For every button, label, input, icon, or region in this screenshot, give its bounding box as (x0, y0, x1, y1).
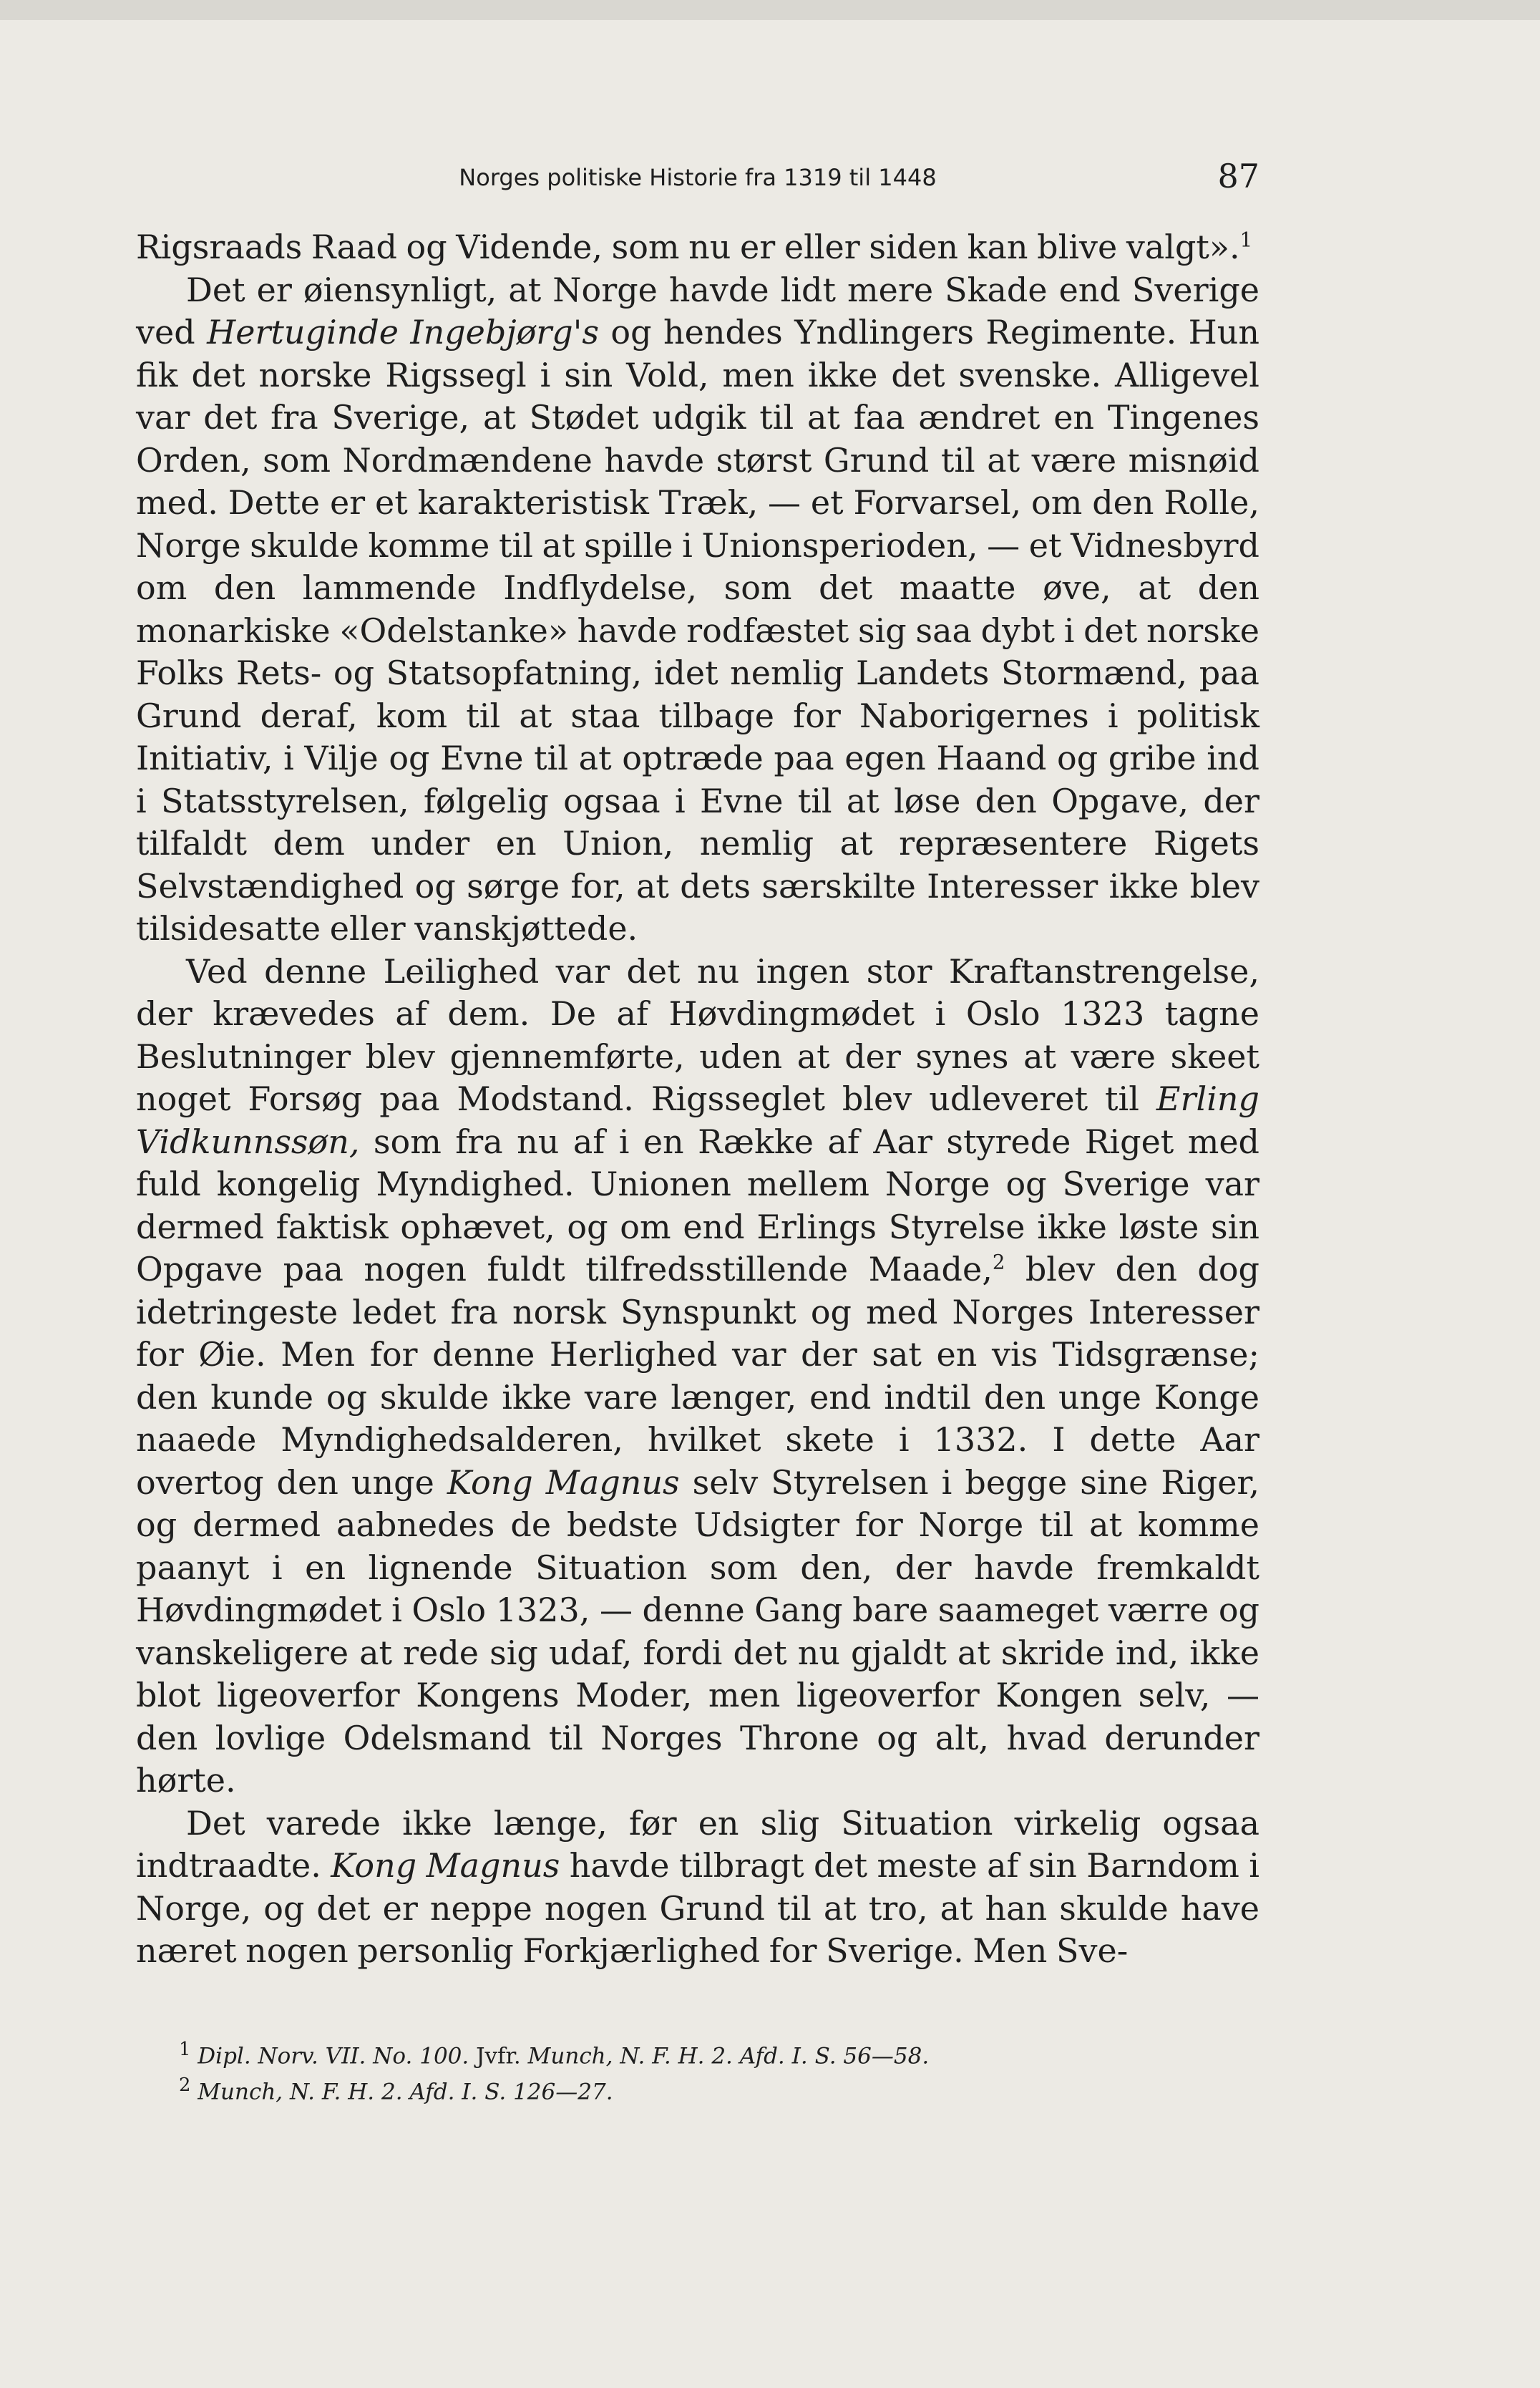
italic-name: Kong Magnus (447, 1462, 680, 1502)
italic-name: Hertuginde Ingebjørg's (207, 313, 599, 351)
text-run: som fra nu af i en Række af Aar styrede Riget med fuld kongelig Myndighed. Unionen mellem Norge og Sverige var dermed faktisk ophævet, og om end Erlings Styrelse ikke løste sin Opgave paa nogen fuldt tilfredsstillende Maade, (136, 1122, 1259, 1288)
running-title: Norges politiske Historie fra 1319 til 1448 (459, 164, 937, 191)
footnote-reference: 2 (992, 1250, 1005, 1274)
footnote-connector: Jvfr. (469, 2043, 528, 2069)
text-run: Ved denne Leilighed var det nu ingen stor Kraftanstrengelse, der krævedes af dem. De af Høvdingmødet i Oslo 1323 tagne Beslutninger blev gjennemførte, uden at der synes at være skeet noget Forsøg paa Modstand. Rigsseglet blev udleveret til (136, 951, 1259, 1118)
scan-edge (0, 0, 1540, 20)
text-run: selv Styrelsen i begge sine Riger, og dermed aabnedes de bedste Udsigter for Norge til at komme paanyt i en lignende Situation som den, der havde fremkaldt Høvdingmødet i Oslo 1323, — denne Gang bare saameget værre og vanskeligere at rede sig udaf, fordi det nu gjaldt at skride ind, ikke blot ligeoverfor Kongens Moder, men ligeoverfor Kongen selv, — den lovlige Odelsmand til Norges Throne og alt, hvad derunder hørte. (136, 1462, 1259, 1800)
footnote-mark: 1 (179, 2039, 191, 2060)
text-run: blev den dog idetringeste ledet fra norsk Synspunkt og med Norges Interesser for Øie. Men for denne Herlighed var der sat en vis Tidsgrænse; den kunde og skulde ikke vare længer, end indtil den unge Konge naaede Myndighedsalderen, hvilket skete i 1332. I dette Aar overtog den unge (136, 1250, 1259, 1502)
page-header (136, 157, 1259, 203)
italic-name: Erling Vidkunnssøn, (136, 1079, 1259, 1161)
text-run: og hendes Yndlingers Regimente. Hun fik det norske Rigssegl i sin Vold, men ikke det svenske. Alligevel var det fra Sverige, at Stødet udgik til at faa ændret en Tingenes Orden, som Nordmændene havde størst Grund til at være misnøid med. Dette er et karakteristisk Træk, — et Forvarsel, om den Rolle, Norge skulde komme til at spille i Unionsperioden, — et Vidnesbyrd om den lammende Indflydelse, som det maatte øve, at den monarkiske «Odelstanke» havde rodfæstet sig saa dybt i det norske Folks Rets- og Statsopfatning, idet nemlig Landets Stormænd, paa Grund deraf, kom til at staa tilbage for Naborigernes i politisk Initiativ, i Vilje og Evne til at optræde paa egen Haand og gribe ind i Statsstyrelsen, følgelig ogsaa i Evne til at løse den Opgave, der tilfaldt dem under en Union, nemlig at repræsentere Rigets Selvstændighed og sørge for, at dets særskilte Interesser ikke blev tilsidesatte eller vanskjøttede. (136, 313, 1259, 948)
text-run: Det er øiensynligt, at Norge havde lidt mere Skade end Sverige ved (136, 270, 1259, 351)
footnote-mark: 2 (179, 2074, 191, 2097)
italic-name: Kong Magnus (331, 1846, 560, 1885)
paragraph (136, 226, 1259, 269)
page-number: 87 (1217, 157, 1259, 195)
paragraph (136, 269, 1259, 951)
footnote-citation: Munch, N. F. H. 2. Afd. I. S. 126—27. (198, 2079, 613, 2105)
footnote-citation: Munch, N. F. H. 2. Afd. I. S. 56—58. (527, 2043, 930, 2069)
text-run: Det varede ikke længe, før en slig Situation virkelig ogsaa indtraadte. (136, 1803, 1259, 1885)
paragraph (136, 1802, 1259, 1973)
text-run: havde tilbragt det meste af sin Barndom i Norge, og det er neppe nogen Grund til at tro, at han skulde have næret nogen personlig Forkjærlighed for Sverige. Men Sve- (136, 1846, 1259, 1970)
footnote (179, 2071, 1252, 2107)
paragraph (136, 951, 1259, 1802)
text-run: Rigsraads Raad og Vidende, som nu er eller siden kan blive valgt». (136, 228, 1240, 266)
footnotes (179, 2035, 1252, 2107)
body-text (136, 226, 1259, 1973)
footnote-reference: 1 (1239, 228, 1253, 252)
footnote-citation: Dipl. Norv. VII. No. 100. (198, 2043, 469, 2069)
footnote (179, 2035, 1252, 2071)
